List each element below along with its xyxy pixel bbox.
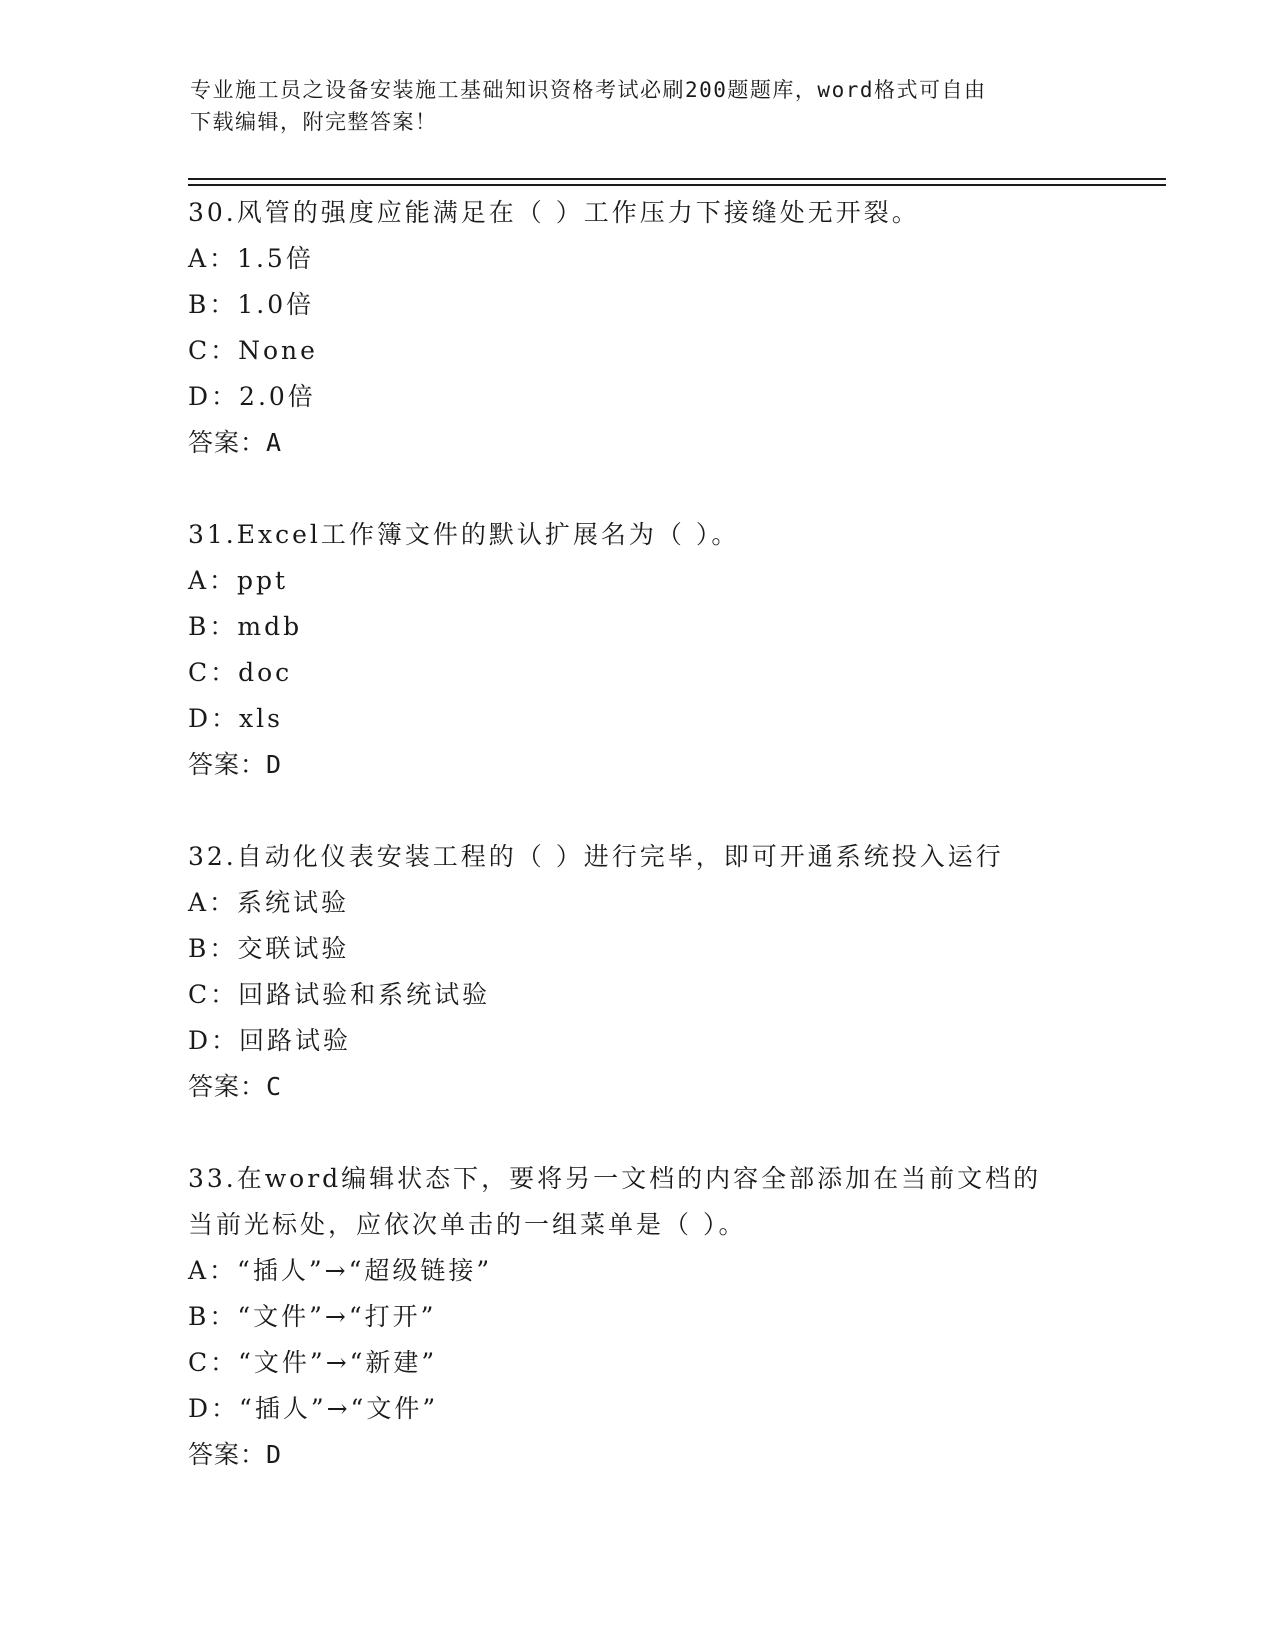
header-divider-bottom	[188, 184, 1166, 186]
option-a: A：“插人”→“超级链接”	[188, 1256, 493, 1285]
option-b: B：mdb	[188, 612, 303, 641]
option-b: B：1.0倍	[188, 290, 315, 319]
question-spacer	[188, 788, 1168, 834]
question-32	[188, 834, 1168, 1110]
question-spacer	[188, 1110, 1168, 1156]
question-stem-line-2: 当前光标处，应依次单击的一组菜单是（ ）。	[188, 1210, 747, 1239]
option-a: A：系统试验	[188, 888, 350, 917]
option-b: B：交联试验	[188, 934, 350, 963]
question-33	[188, 1156, 1168, 1478]
option-d: D：回路试验	[188, 1026, 352, 1055]
option-c: C：None	[188, 336, 318, 365]
option-c: C：回路试验和系统试验	[188, 980, 491, 1009]
answer-key: 答案：A	[188, 428, 283, 457]
question-stem: 32.自动化仪表安装工程的（ ）进行完毕，即可开通系统投入运行	[188, 842, 1004, 871]
option-b: B：“文件”→“打开”	[188, 1302, 437, 1331]
answer-key: 答案：D	[188, 1440, 283, 1469]
question-spacer	[188, 466, 1168, 512]
option-d: D：“插人”→“文件”	[188, 1394, 439, 1423]
option-d: D：xls	[188, 704, 283, 733]
option-c: C：doc	[188, 658, 293, 687]
header-line-2: 下载编辑，附完整答案！	[190, 110, 438, 134]
question-stem: 31.Excel工作簿文件的默认扩展名为（ ）。	[188, 520, 740, 549]
question-stem: 30.风管的强度应能满足在（ ）工作压力下接缝处无开裂。	[188, 198, 920, 227]
option-d: D：2.0倍	[188, 382, 316, 411]
option-a: A：ppt	[188, 566, 289, 595]
answer-key: 答案：D	[188, 750, 283, 779]
header-line-1: 专业施工员之设备安装施工基础知识资格考试必刷200题题库，word格式可自由	[190, 78, 987, 102]
question-31	[188, 512, 1168, 788]
question-stem-line-1: 33.在word编辑状态下，要将另一文档的内容全部添加在当前文档的	[188, 1164, 1042, 1193]
document-header	[190, 74, 1090, 138]
answer-key: 答案：C	[188, 1072, 283, 1101]
question-list	[188, 190, 1168, 1478]
option-a: A：1.5倍	[188, 244, 314, 273]
question-30	[188, 190, 1168, 466]
option-c: C：“文件”→“新建”	[188, 1348, 438, 1377]
header-divider-top	[188, 178, 1166, 180]
